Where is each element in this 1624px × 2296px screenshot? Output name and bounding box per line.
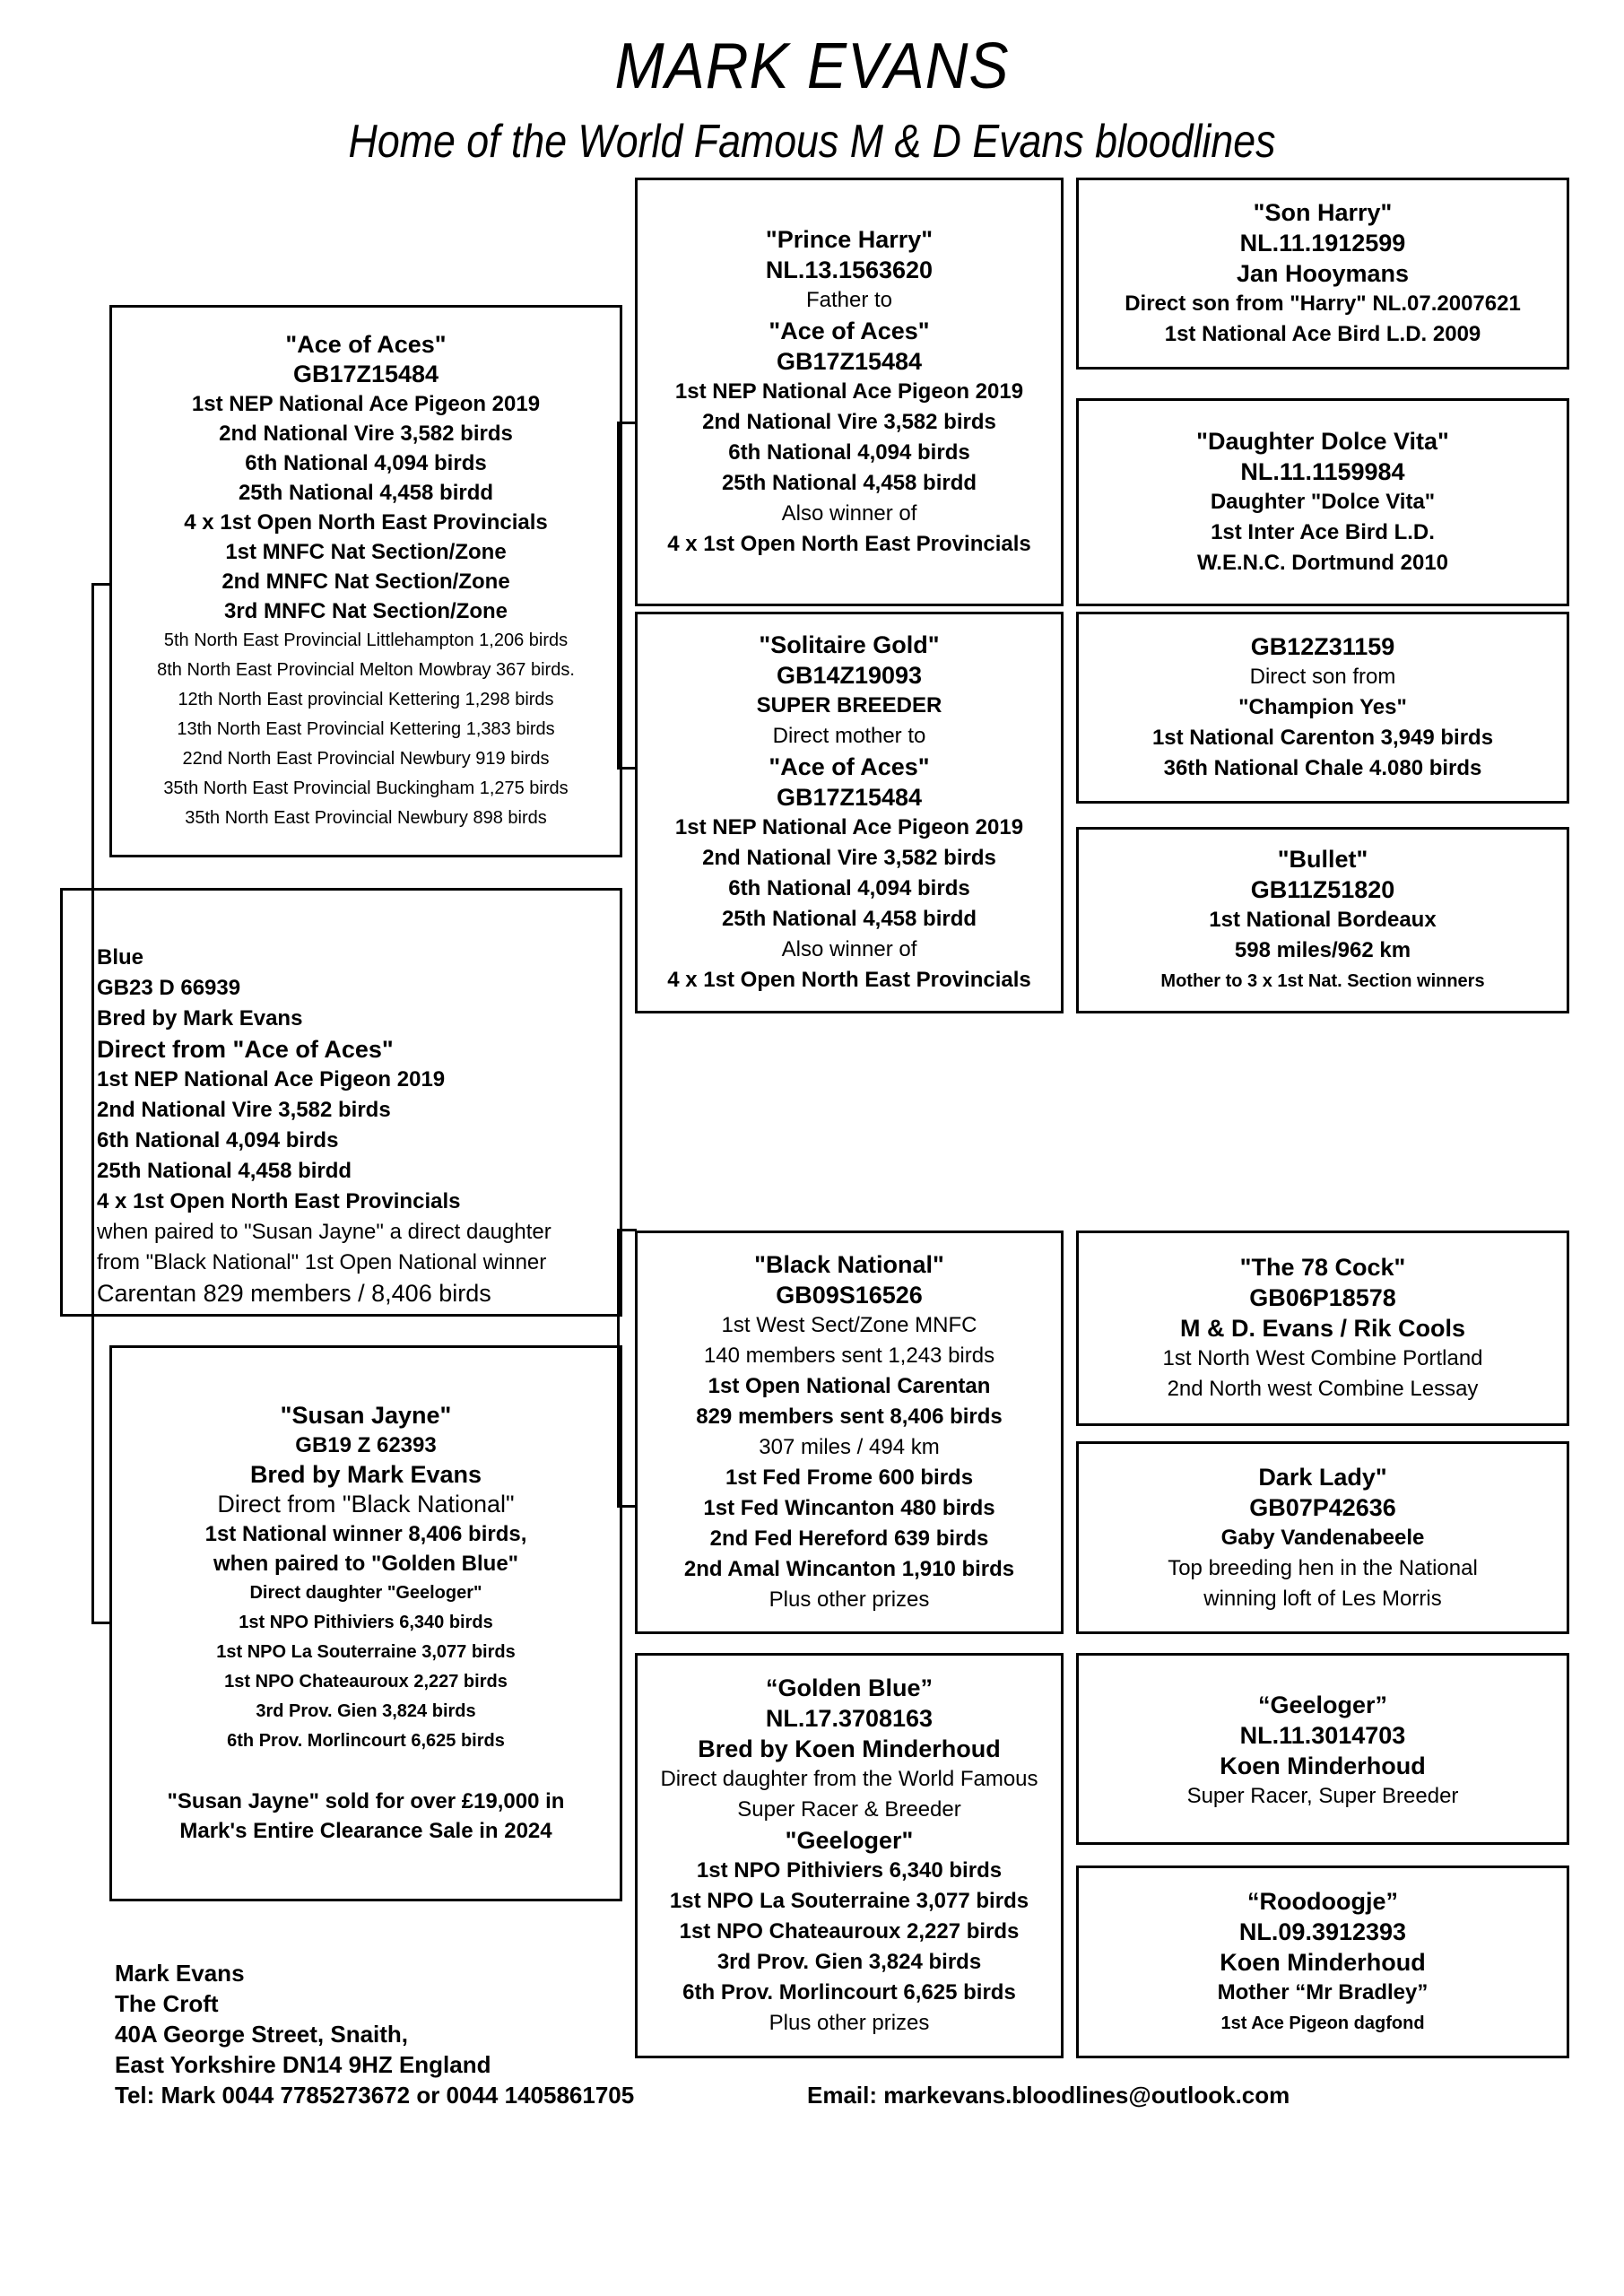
black-national-result: 1st Fed Wincanton 480 birds: [703, 1496, 995, 1520]
solitaire-gold-title: SUPER BREEDER: [756, 693, 942, 718]
sire-result: 5th North East Provincial Littlehampton 1,206 birds: [163, 630, 569, 650]
dark-lady-note: Top breeding hen in the National: [1168, 1555, 1478, 1580]
ancestor-card-the-78-cock: [1076, 1231, 1569, 1426]
dark-lady-breeder: Gaby Vandenabeele: [1220, 1525, 1425, 1550]
roodoogje-ring: NL.09.3912393: [1238, 1918, 1407, 1945]
sire-result: 12th North East provincial Kettering 1,298 birds: [178, 689, 554, 709]
subject-result: 6th National 4,094 birds: [97, 1128, 339, 1152]
ancestor-card-daughter-dolce-vita: [1076, 398, 1569, 606]
contact-name: Mark Evans: [115, 1960, 245, 1987]
ancestor-card-bullet: [1076, 827, 1569, 1013]
solitaire-gold-result: 2nd National Vire 3,582 birds: [702, 846, 996, 870]
dark-lady-ring: GB07P42636: [1249, 1493, 1396, 1521]
daughter-dolce-vita-result: 1st Inter Ace Bird L.D.: [1211, 520, 1435, 544]
grandsire-card-black-national: [635, 1231, 1064, 1634]
roodoogje-result: 1st Ace Pigeon dagfond: [1220, 2013, 1425, 2033]
prince-harry-result: 4 x 1st Open North East Provincials: [667, 532, 1031, 556]
son-harry-result: 1st National Ace Bird L.D. 2009: [1164, 322, 1481, 346]
gb12z31159-note: Direct son from: [1249, 665, 1396, 689]
black-national-distance: 307 miles / 494 km: [759, 1435, 940, 1459]
subject-result: 2nd National Vire 3,582 birds: [97, 1098, 391, 1122]
solitaire-gold-result: 1st NEP National Ace Pigeon 2019: [674, 815, 1024, 839]
subject-result: 1st NEP National Ace Pigeon 2019: [97, 1067, 446, 1091]
golden-blue-note: Super Racer & Breeder: [737, 1797, 961, 1822]
black-national-result: 2nd Fed Hereford 639 birds: [709, 1526, 989, 1551]
roodoogje-name: “Roodoogje”: [1247, 1887, 1398, 1915]
dam-breeder: Bred by Mark Evans: [249, 1461, 482, 1488]
daughter-dolce-vita-ring: NL.11.1159984: [1240, 458, 1405, 485]
prince-harry-result: 25th National 4,458 birdd: [721, 471, 977, 495]
son-harry-note: Direct son from "Harry" NL.07.2007621: [1125, 291, 1521, 316]
golden-blue-ring: NL.17.3708163: [765, 1705, 934, 1732]
golden-blue-note: Direct daughter from the World Famous: [660, 1767, 1038, 1791]
subject-breeder: Bred by Mark Evans: [97, 1006, 303, 1031]
the-78-cock-ring: GB06P18578: [1249, 1284, 1396, 1311]
subject-result: 4 x 1st Open North East Provincials: [97, 1189, 461, 1213]
sire-card-ace-of-aces: [109, 305, 622, 857]
geeloger-note: Super Racer, Super Breeder: [1186, 1784, 1459, 1808]
black-national-result: 1st Fed Frome 600 birds: [725, 1465, 974, 1490]
solitaire-gold-offspring: "Ace of Aces": [769, 753, 930, 780]
son-harry-name: "Son Harry": [1253, 199, 1393, 226]
golden-blue-breeder: Bred by Koen Minderhoud: [698, 1735, 1001, 1762]
solitaire-gold-result: 6th National 4,094 birds: [728, 876, 970, 900]
granddam-card-solitaire-gold: [635, 612, 1064, 1013]
dam-card-susan-jayne: [109, 1345, 622, 1901]
daughter-dolce-vita-result: W.E.N.C. Dortmund 2010: [1196, 551, 1449, 575]
prince-harry-name: "Prince Harry": [765, 226, 934, 253]
gb12z31159-result: 1st National Carenton 3,949 birds: [1151, 726, 1494, 750]
sire-result: 1st NEP National Ace Pigeon 2019: [191, 391, 541, 416]
ancestor-card-gb12z31159: [1076, 612, 1569, 804]
daughter-dolce-vita-name: "Daughter Dolce Vita": [1196, 428, 1449, 455]
subject-origin: Direct from "Ace of Aces": [97, 1036, 394, 1063]
black-national-result: 2nd Amal Wincanton 1,910 birds: [683, 1557, 1015, 1581]
subject-ring: GB23 D 66939: [97, 976, 241, 1000]
prince-harry-note: Father to: [805, 288, 893, 312]
dam-name: "Susan Jayne": [280, 1402, 452, 1429]
sire-result: 8th North East Provincial Melton Mowbray 367 birds.: [157, 659, 575, 680]
dark-lady-name: Dark Lady": [1258, 1463, 1387, 1491]
prince-harry-ring: NL.13.1563620: [765, 257, 934, 283]
page-subtitle: Home of the World Famous M & D Evans bloodlines: [348, 116, 1276, 168]
golden-blue-parent: "Geeloger": [785, 1827, 914, 1854]
roodoogje-note: Mother “Mr Bradley”: [1217, 1979, 1429, 2005]
gb12z31159-parent: "Champion Yes": [1238, 695, 1407, 719]
ancestor-card-son-harry: [1076, 178, 1569, 370]
sire-result: 4 x 1st Open North East Provincials: [184, 509, 548, 535]
sire-ring: GB17Z15484: [292, 360, 439, 387]
the-78-cock-breeder: M & D. Evans / Rik Cools: [1179, 1315, 1466, 1342]
contact-region: East Yorkshire DN14 9HZ England: [115, 2051, 491, 2078]
bullet-result: 1st National Bordeaux: [1209, 908, 1437, 932]
bullet-note: Mother to 3 x 1st Nat. Section winners: [1160, 971, 1485, 991]
solitaire-gold-name: "Solitaire Gold": [759, 631, 940, 658]
son-harry-ring: NL.11.1912599: [1239, 230, 1406, 257]
bullet-distance: 598 miles/962 km: [1234, 938, 1411, 962]
dam-origin: Direct from "Black National": [217, 1491, 515, 1518]
dam-sale-note: Mark's Entire Clearance Sale in 2024: [179, 1819, 552, 1843]
gb12z31159-result: 36th National Chale 4.080 birds: [1163, 756, 1482, 780]
subject-note: Carentan 829 members / 8,406 birds: [97, 1280, 491, 1307]
the-78-cock-result: 1st North West Combine Portland: [1162, 1346, 1483, 1370]
sire-result: 25th National 4,458 birdd: [238, 480, 494, 505]
black-national-note: Plus other prizes: [769, 1587, 930, 1612]
solitaire-gold-ring: GB14Z19093: [776, 662, 923, 689]
bullet-name: "Bullet": [1277, 846, 1368, 873]
prince-harry-offspring: "Ace of Aces": [769, 317, 930, 344]
dam-result: 1st NPO Pithiviers 6,340 birds: [239, 1613, 493, 1632]
dam-result: when paired to "Golden Blue": [213, 1552, 519, 1576]
golden-blue-result: 3rd Prov. Gien 3,824 birds: [716, 1950, 982, 1974]
sire-result: 22nd North East Provincial Newbury 919 birds: [182, 748, 550, 769]
the-78-cock-result: 2nd North west Combine Lessay: [1167, 1377, 1479, 1401]
geeloger-name: “Geeloger”: [1257, 1692, 1388, 1718]
black-national-ring: GB09S16526: [776, 1282, 923, 1309]
prince-harry-offspring-ring: GB17Z15484: [776, 348, 923, 375]
connector-to-dam: [91, 1622, 111, 1624]
daughter-dolce-vita-note: Daughter "Dolce Vita": [1210, 490, 1436, 514]
subject-color: Blue: [97, 945, 144, 970]
ancestor-card-roodoogje: [1076, 1866, 1569, 2058]
sire-result: 35th North East Provincial Newbury 898 birds: [185, 807, 547, 828]
connector-to-sire: [91, 583, 111, 586]
sire-result: 3rd MNFC Nat Section/Zone: [223, 598, 508, 623]
solitaire-gold-note: Direct mother to: [772, 724, 926, 748]
ancestor-card-geeloger: [1076, 1653, 1569, 1845]
golden-blue-result: 1st NPO Chateauroux 2,227 birds: [679, 1919, 1020, 1944]
prince-harry-result: 1st NEP National Ace Pigeon 2019: [674, 379, 1024, 404]
dam-result: 6th Prov. Morlincourt 6,625 birds: [227, 1731, 505, 1751]
solitaire-gold-result: 4 x 1st Open North East Provincials: [667, 968, 1031, 992]
subject-note: from "Black National" 1st Open National winner: [97, 1250, 547, 1274]
sire-result: 2nd MNFC Nat Section/Zone: [221, 569, 510, 594]
golden-blue-result: 1st NPO La Souterraine 3,077 birds: [669, 1889, 1029, 1913]
contact-street: 40A George Street, Snaith,: [115, 2021, 409, 2048]
contact-phone: Tel: Mark 0044 7785273672 or 0044 1405861705: [115, 2082, 635, 2109]
page-title: MARK EVANS: [614, 30, 1010, 102]
sire-result: 35th North East Provincial Buckingham 1,275 birds: [163, 778, 569, 798]
contact-email[interactable]: Email: markevans.bloodlines@outlook.com: [807, 2082, 1290, 2109]
contact-house: The Croft: [115, 1990, 219, 2017]
black-national-name: "Black National": [754, 1251, 944, 1278]
the-78-cock-name: "The 78 Cock": [1239, 1254, 1406, 1281]
solitaire-gold-result: 25th National 4,458 birdd: [721, 907, 977, 931]
dam-result: Direct daughter "Geeloger": [249, 1583, 482, 1603]
black-national-result: 829 members sent 8,406 birds: [696, 1405, 1003, 1429]
ancestor-card-dark-lady: [1076, 1441, 1569, 1634]
geeloger-breeder: Koen Minderhoud: [1220, 1752, 1426, 1779]
grandsire-card-prince-harry: [635, 178, 1064, 606]
dam-sale-note: "Susan Jayne" sold for over £19,000 in: [167, 1789, 565, 1813]
prince-harry-result: 6th National 4,094 birds: [728, 440, 970, 465]
solitaire-gold-note: Also winner of: [781, 937, 917, 961]
contact-address: [115, 1958, 634, 2110]
golden-blue-note: Plus other prizes: [769, 2011, 930, 2035]
black-national-result: 1st West Sect/Zone MNFC: [721, 1313, 977, 1337]
prince-harry-result: 2nd National Vire 3,582 birds: [702, 410, 996, 434]
golden-blue-result: 1st NPO Pithiviers 6,340 birds: [696, 1858, 1003, 1883]
golden-blue-result: 6th Prov. Morlincourt 6,625 birds: [682, 1980, 1016, 2005]
dam-result: 3rd Prov. Gien 3,824 birds: [256, 1701, 476, 1721]
son-harry-breeder: Jan Hooymans: [1236, 260, 1410, 287]
dark-lady-note: winning loft of Les Morris: [1203, 1586, 1442, 1611]
bullet-ring: GB11Z51820: [1250, 876, 1395, 903]
black-national-result: 1st Open National Carentan: [708, 1374, 991, 1398]
solitaire-gold-offspring-ring: GB17Z15484: [776, 784, 923, 811]
sire-result: 6th National 4,094 birds: [245, 450, 487, 475]
dam-ring: GB19 Z 62393: [295, 1433, 437, 1457]
granddam-card-golden-blue: [635, 1653, 1064, 2058]
prince-harry-note: Also winner of: [781, 501, 917, 526]
sire-result: 13th North East Provincial Kettering 1,383 birds: [177, 718, 555, 739]
roodoogje-breeder: Koen Minderhoud: [1220, 1948, 1426, 1976]
dam-result: 1st NPO La Souterraine 3,077 birds: [216, 1642, 516, 1662]
golden-blue-name: “Golden Blue”: [765, 1674, 933, 1701]
sire-result: 1st MNFC Nat Section/Zone: [225, 539, 507, 564]
geeloger-ring: NL.11.3014703: [1239, 1722, 1406, 1749]
subject-result: 25th National 4,458 birdd: [97, 1159, 352, 1183]
dam-result: 1st National winner 8,406 birds,: [204, 1522, 527, 1546]
sire-name: "Ace of Aces": [285, 330, 447, 358]
dam-result: 1st NPO Chateauroux 2,227 birds: [224, 1672, 508, 1692]
sire-result: 2nd National Vire 3,582 birds: [219, 421, 513, 446]
black-national-result: 140 members sent 1,243 birds: [703, 1344, 995, 1368]
subject-note: when paired to "Susan Jayne" a direct daughter: [97, 1220, 551, 1244]
gb12z31159-ring: GB12Z31159: [1250, 633, 1395, 660]
subject-card-blue: [60, 888, 622, 1317]
